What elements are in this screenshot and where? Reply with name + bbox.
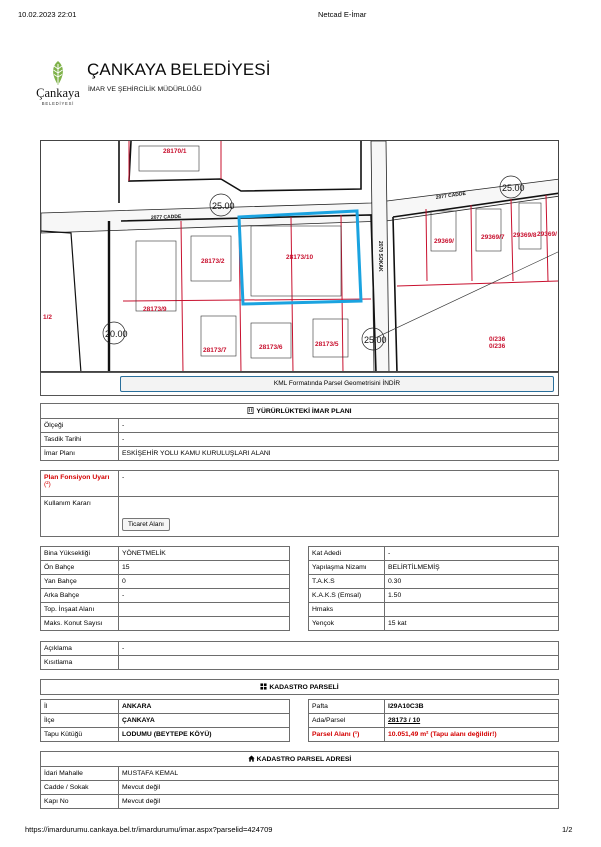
print-header <box>0 10 601 22</box>
params-right-table <box>308 546 559 631</box>
parsel-alani-cell <box>385 728 559 742</box>
logo-wordmark: Çankaya <box>36 86 80 100</box>
row-value: Mevcut değil <box>119 795 559 809</box>
row-value: YÖNETMELİK <box>119 547 290 561</box>
adres-header <box>41 752 559 767</box>
parsel-alani-value: 10.051,49 m² <box>388 731 429 738</box>
print-app-name: Netcad E-İmar <box>318 10 367 19</box>
ilce-value: ÇANKAYA <box>119 714 290 728</box>
parcel-label: 28170/1 <box>163 148 187 155</box>
table-row <box>41 700 290 714</box>
row-label: Tapu Kütüğü <box>41 728 119 742</box>
plan-fonsiyon-value: - <box>119 471 559 497</box>
kullanim-table <box>40 470 559 537</box>
building-icon <box>247 407 254 414</box>
table-row <box>41 575 290 589</box>
row-label: Yan Bahçe <box>41 575 119 589</box>
row-value: 0 <box>119 575 290 589</box>
row-value: 1.50 <box>385 589 559 603</box>
street-label: 2077 CADDE <box>150 213 182 221</box>
row-label: K.A.K.S (Emsal) <box>309 589 385 603</box>
row-value <box>385 603 559 617</box>
ticaret-alani-button[interactable]: Ticaret Alanı <box>122 518 170 531</box>
row-label: Bina Yüksekliği <box>41 547 119 561</box>
parcel-label: 28173/10 <box>286 254 314 261</box>
home-icon <box>248 755 255 762</box>
row-label: Top. İnşaat Alanı <box>41 603 119 617</box>
parcel-label: 29369/7 <box>481 234 505 241</box>
plan-fonsiyon-note: (²) <box>44 481 51 488</box>
parsel-alani-label-cell <box>309 728 385 742</box>
tapu-value: LODUMU (BEYTEPE KÖYÜ) <box>119 728 290 742</box>
table-row <box>41 589 290 603</box>
table-row <box>41 547 290 561</box>
table-row <box>309 603 559 617</box>
row-label: Ölçeği <box>41 419 119 433</box>
kullanim-karari-cell <box>119 497 559 537</box>
page-number: 1/2 <box>562 825 573 834</box>
row-label: T.A.K.S <box>309 575 385 589</box>
row-value: MUSTAFA KEMAL <box>119 767 559 781</box>
table-row <box>309 714 559 728</box>
table-row <box>41 603 290 617</box>
table-row <box>41 433 559 447</box>
parcel-label: 28173/2 <box>201 258 225 265</box>
elevation-label: 20.00 <box>105 329 128 339</box>
parcel-label: 29369/8 <box>513 232 537 239</box>
leaf-logo-icon <box>48 60 68 86</box>
row-value: - <box>119 642 559 656</box>
row-label: Pafta <box>309 700 385 714</box>
il-value: ANKARA <box>119 700 290 714</box>
row-value: ESKİŞEHİR YOLU KAMU KURULUŞLARI ALANI <box>119 447 559 461</box>
table-row <box>41 419 559 433</box>
row-value: - <box>385 547 559 561</box>
pafta-value: I29A10C3B <box>385 700 559 714</box>
imar-plani-header <box>41 404 559 419</box>
row-label: İdari Mahalle <box>41 767 119 781</box>
kadastro-header <box>41 680 559 695</box>
parsel-alani-note: (¹) <box>352 731 360 738</box>
row-label: Arka Bahçe <box>41 589 119 603</box>
row-label: İlçe <box>41 714 119 728</box>
parcel-label: 28173/6 <box>259 344 283 351</box>
row-label: Cadde / Sokak <box>41 781 119 795</box>
table-row <box>41 447 559 461</box>
parcel-label: 29369/ <box>434 238 454 245</box>
table-row <box>41 561 290 575</box>
table-row <box>309 617 559 631</box>
parsel-alani-warning: (Tapu alanı değildir!) <box>430 731 497 738</box>
row-label: Açıklama <box>41 642 119 656</box>
row-value: - <box>119 419 559 433</box>
row-value: 15 <box>119 561 290 575</box>
logo-subtitle: BELEDİYESİ <box>41 101 75 106</box>
row-label: Kısıtlama <box>41 656 119 670</box>
elevation-label: 25.00 <box>364 335 387 345</box>
institution-department: İMAR VE ŞEHİRCİLİK MÜDÜRLÜĞÜ <box>88 86 202 93</box>
parcel-label: 1/2 <box>43 314 53 321</box>
notes-table <box>40 641 559 670</box>
table-row <box>41 642 559 656</box>
row-label: Tasdik Tarihi <box>41 433 119 447</box>
imar-plani-table <box>40 403 559 461</box>
table-row <box>41 656 559 670</box>
row-value: - <box>119 589 290 603</box>
table-row <box>309 561 559 575</box>
row-label: İmar Planı <box>41 447 119 461</box>
parcel-map-drawing <box>41 141 559 372</box>
kadastro-header-table <box>40 679 559 695</box>
row-label: Yapılaşma Nizamı <box>309 561 385 575</box>
kml-row <box>40 372 559 396</box>
table-row <box>309 575 559 589</box>
row-value <box>119 603 290 617</box>
table-row <box>41 795 559 809</box>
row-value: 0.30 <box>385 575 559 589</box>
ada-parsel-link[interactable]: 28173 / 10 <box>385 714 559 728</box>
kml-download-button[interactable]: KML Formatında Parsel Geometrisini İNDİR <box>120 376 554 392</box>
parcel-label: 28173/5 <box>315 341 339 348</box>
parcel-map[interactable] <box>40 140 559 372</box>
params-left-table <box>40 546 290 631</box>
table-row <box>41 781 559 795</box>
row-label: Maks. Konut Sayısı <box>41 617 119 631</box>
table-row <box>309 589 559 603</box>
row-value <box>119 617 290 631</box>
row-value: 15 kat <box>385 617 559 631</box>
row-value: - <box>119 433 559 447</box>
table-row <box>41 728 290 742</box>
cankaya-logo <box>28 60 88 112</box>
street-label: 2077 CADDE <box>435 190 467 201</box>
parcel-label: 29369/ <box>537 231 557 238</box>
street-label: 2070 SOKAK <box>377 241 383 272</box>
institution-name: ÇANKAYA BELEDİYESİ <box>87 60 271 79</box>
plan-fonsiyon-cell <box>41 471 119 497</box>
kadastro-right-table <box>308 699 559 742</box>
parcel-label: 0/236 <box>489 336 506 343</box>
kadastro-left-table <box>40 699 290 742</box>
grid-icon <box>260 683 267 690</box>
table-row <box>41 767 559 781</box>
elevation-label: 25.00 <box>212 201 235 211</box>
row-label: Yençok <box>309 617 385 631</box>
parcel-label: 28173/9 <box>143 306 167 313</box>
print-date: 10.02.2023 22:01 <box>18 10 77 19</box>
row-value <box>119 656 559 670</box>
table-row <box>41 617 290 631</box>
row-label: Parsel Alanı <box>312 731 351 738</box>
elevation-label: 25.00 <box>502 183 525 193</box>
row-label: İl <box>41 700 119 714</box>
kullanim-karari-label: Kullanım Kararı <box>41 497 119 537</box>
print-url[interactable]: https://imardurumu.cankaya.bel.tr/imardurumu/imar.aspx?parselid=424709 <box>25 825 273 834</box>
table-row <box>41 714 290 728</box>
row-value: Mevcut değil <box>119 781 559 795</box>
table-row <box>309 700 559 714</box>
table-row <box>309 728 559 742</box>
adres-table <box>40 751 559 809</box>
row-label: Ön Bahçe <box>41 561 119 575</box>
row-label: Hmaks <box>309 603 385 617</box>
row-label: Kat Adedi <box>309 547 385 561</box>
adres-title: KADASTRO PARSEL ADRESİ <box>256 756 352 763</box>
kadastro-title: KADASTRO PARSELİ <box>269 684 339 691</box>
parcel-label: 0/236 <box>489 343 506 350</box>
row-label: Kapı No <box>41 795 119 809</box>
plan-fonsiyon-label: Plan Fonsiyon Uyarı <box>44 474 110 481</box>
table-row <box>309 547 559 561</box>
row-value: BELİRTİLMEMİŞ <box>385 561 559 575</box>
imar-plani-title: YÜRÜRLÜKTEKİ İMAR PLANI <box>256 408 352 415</box>
parcel-label: 28173/7 <box>203 347 227 354</box>
row-label: Ada/Parsel <box>309 714 385 728</box>
